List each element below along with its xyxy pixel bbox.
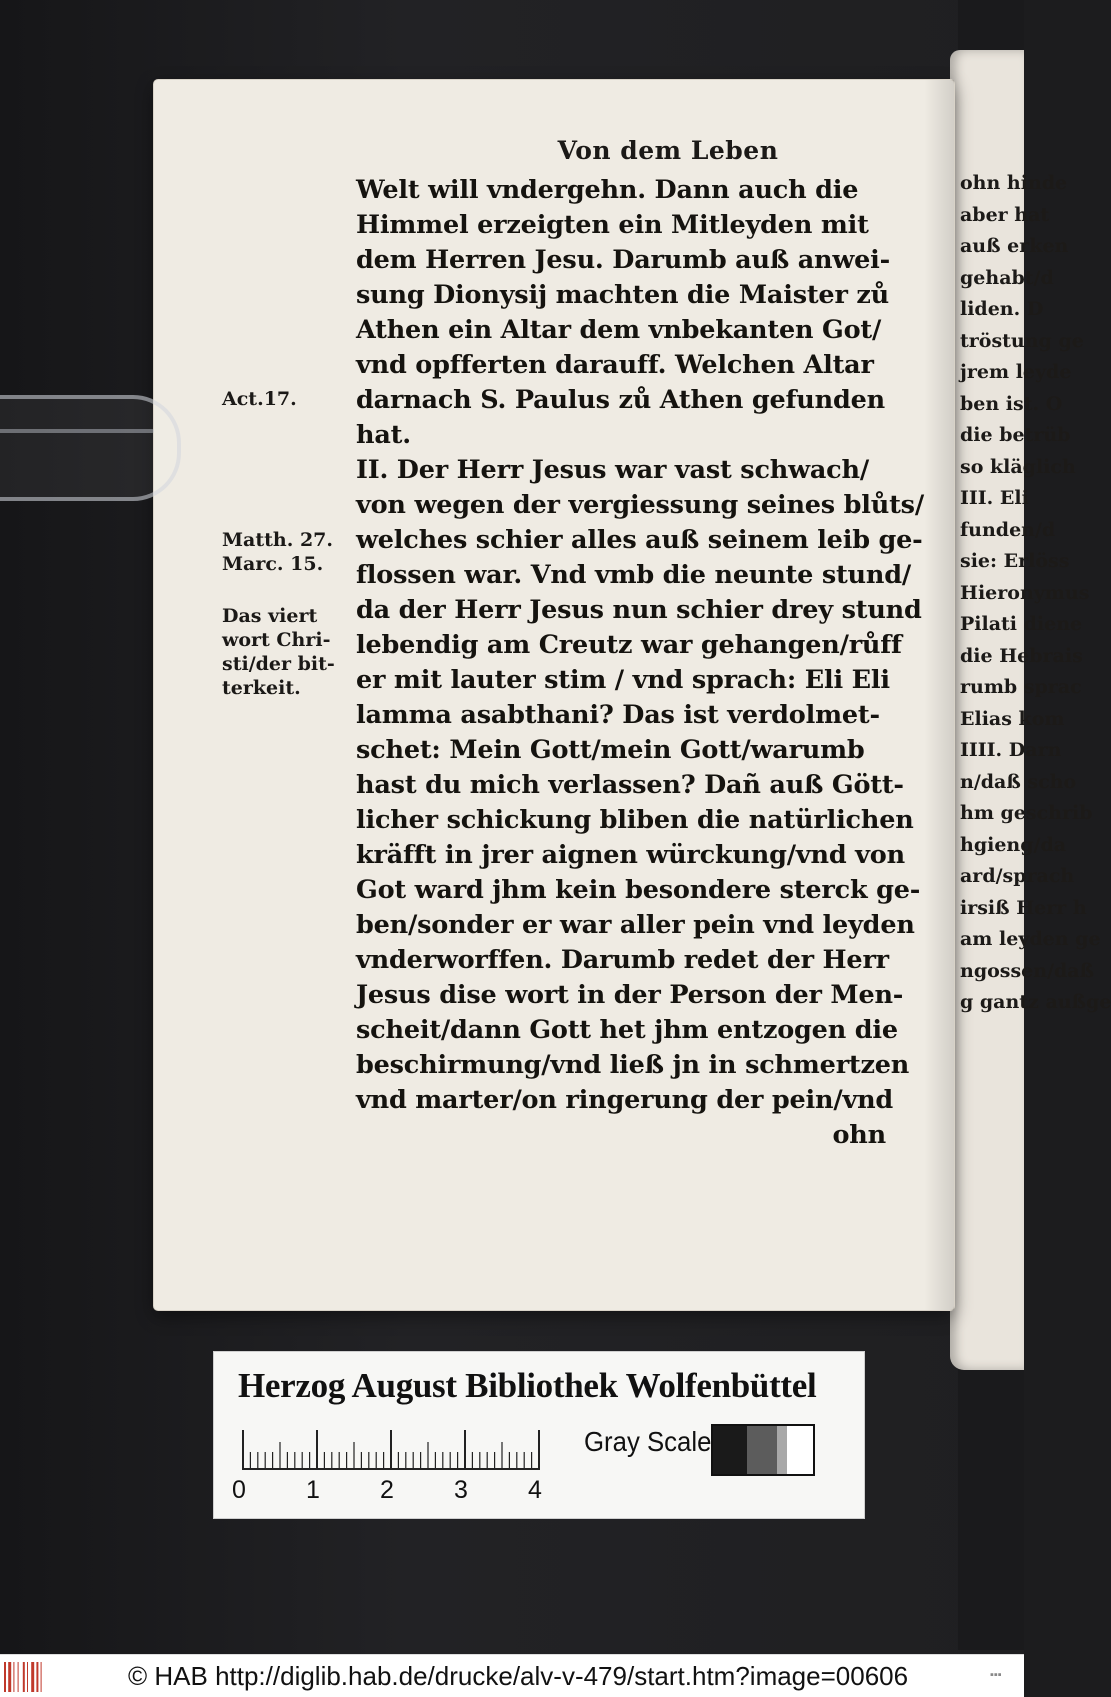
barcode-icon: [4, 1662, 48, 1692]
text-line: lamma asabthani? Das ist verdolmet-: [356, 700, 880, 730]
next-page-line: rumb sprac: [960, 676, 1082, 698]
text-line: schet: Mein Gott/mein Gott/warumb: [356, 735, 865, 765]
marginal-note-line: Marc. 15.: [222, 553, 324, 575]
gray-swatch: [713, 1426, 747, 1474]
next-page-line: liden. D: [960, 298, 1044, 320]
text-line: lebendig am Creutz war gehangen/růff: [356, 630, 902, 660]
barcode-bar: [36, 1662, 38, 1692]
marginal-note-line: Das viert: [222, 605, 318, 627]
gray-scale-label: Gray Scale: [584, 1426, 712, 1457]
gray-swatch: [777, 1426, 787, 1474]
text-line: da der Herr Jesus nun schier drey stund: [356, 595, 922, 625]
text-line: vnd marter/on ringerung der pein/vnd: [356, 1085, 894, 1115]
text-line: scheit/dann Gott het jhm entzogen die: [356, 1015, 898, 1045]
next-page-line: tröstung ge: [960, 329, 1084, 352]
text-line: Himmel erzeigten ein Mitleyden mit: [356, 210, 869, 240]
ruler-numbers: [232, 1476, 572, 1506]
next-page-line: am leyden ge: [960, 928, 1101, 950]
next-page-line: jrem leyde: [960, 361, 1072, 383]
next-page-line: irsiß Herr h: [960, 896, 1087, 919]
text-line: licher schickung bliben die natürlichen: [356, 805, 914, 835]
running-head: Von dem Leben: [557, 136, 779, 165]
next-page-line: die Hebrais: [960, 644, 1083, 667]
ruler-number: 2: [380, 1476, 394, 1504]
text-line: vnd opfferten darauff. Welchen Altar: [356, 350, 874, 380]
next-page-line: funden/d: [960, 518, 1056, 541]
text-line: er mit lauter stim / vnd sprach: Eli Eli: [356, 665, 890, 695]
ruler-ticks: [242, 1430, 542, 1470]
library-name: Herzog August Bibliothek Wolfenbüttel: [238, 1366, 817, 1405]
barcode-bar: [8, 1662, 11, 1692]
next-page-line: gehabt/d: [960, 266, 1054, 289]
gray-swatch: [787, 1426, 813, 1474]
text-line: vnderworffen. Darumb redet der Herr: [356, 945, 889, 975]
marginal-note-acts: [222, 387, 297, 411]
text-line: beschirmung/vnd ließ jn in schmertzen: [356, 1050, 910, 1080]
text-line: kräfft in jrer aignen würckung/vnd von: [356, 840, 905, 870]
barcode-bar: [27, 1662, 28, 1692]
text-line: ben/sonder er war aller pein vnd leyden: [356, 910, 915, 940]
next-page-line: auß erken: [960, 235, 1069, 257]
next-page-line: ohn hinde: [960, 172, 1068, 194]
next-page-text: [950, 168, 1111, 1019]
next-page-line: IIII. Darn: [960, 739, 1062, 761]
text-line: II. Der Herr Jesus war vast schwach/: [356, 455, 869, 485]
marginal-note-line: wort Chri-: [222, 629, 331, 651]
text-line: Jesus dise wort in der Person der Men-: [356, 980, 904, 1010]
next-page-line: so kläglich: [960, 455, 1076, 478]
next-page-line: hm geschrib: [960, 802, 1093, 824]
footer-mark: ▪▪▪: [990, 1669, 1002, 1681]
next-page-line: ben ist. O: [960, 392, 1063, 415]
book-page: [154, 80, 954, 1310]
marginal-note-gospels: [222, 528, 333, 576]
next-page-line: Pilati diene: [960, 613, 1083, 635]
next-page-line: aber hat: [960, 203, 1050, 226]
next-page-line: ngossen/daß: [960, 959, 1095, 982]
body-text: [356, 173, 924, 1153]
text-line: dem Herren Jesu. Darumb auß anwei-: [356, 245, 891, 275]
next-page-line: die betrüb: [960, 424, 1071, 446]
marginal-note-line: Matth. 27.: [222, 529, 333, 551]
ruler-number: 3: [454, 1476, 468, 1504]
barcode-bar: [4, 1662, 6, 1692]
next-page-edge: [950, 50, 1111, 1370]
text-line: hast du mich verlassen? Dañ auß Gött-: [356, 770, 904, 800]
scale-card: [214, 1352, 864, 1518]
ruler-number: 4: [528, 1476, 542, 1504]
barcode-bar: [23, 1662, 25, 1692]
next-page-line: Hieronymus: [960, 581, 1090, 604]
page-clip: [0, 395, 181, 501]
next-page-line: g gantz außge: [960, 991, 1111, 1013]
text-line: flossen war. Vnd vmb die neunte stund/: [356, 560, 911, 590]
text-line: sung Dionysij machten die Maister zů: [356, 280, 889, 310]
marginal-note-line: sti/der bit-: [222, 653, 335, 675]
barcode-bar: [18, 1662, 19, 1692]
text-line: Welt will vndergehn. Dann auch die: [356, 175, 859, 205]
catchword: ohn: [832, 1120, 886, 1150]
text-line: Got ward jhm kein besondere sterck ge-: [356, 875, 921, 905]
next-page-line: n/daß scho: [960, 770, 1077, 793]
footer-bar: [0, 1654, 1024, 1697]
barcode-bar: [31, 1662, 34, 1692]
next-page-line: sie: Erlöss: [960, 550, 1070, 572]
gray-swatch: [747, 1426, 777, 1474]
barcode-bar: [13, 1662, 14, 1692]
barcode-bar: [41, 1662, 42, 1692]
text-line: darnach S. Paulus zů Athen gefunden: [356, 385, 885, 415]
ruler-number: 0: [232, 1476, 246, 1504]
marginal-note-fourth-word: [222, 604, 335, 700]
next-page-line: III. Eli: [960, 487, 1029, 509]
text-line: Athen ein Altar dem vnbekanten Got/: [356, 315, 882, 345]
footer-url[interactable]: © HAB http://diglib.hab.de/drucke/alv-v-479/start.htm?image=00606: [128, 1661, 909, 1691]
ruler-number: 1: [306, 1476, 320, 1504]
text-line: von wegen der vergiessung seines blůts/: [356, 490, 924, 520]
text-line: welches schier alles auß seinem leib ge-: [356, 525, 923, 555]
marginal-note-line: Act.17.: [222, 388, 297, 410]
next-page-line: ard/sprach: [960, 865, 1075, 887]
next-page-line: Elias kom: [960, 707, 1065, 730]
gray-scale-swatches: [711, 1424, 815, 1476]
marginal-note-line: terkeit.: [222, 677, 301, 699]
next-page-line: hgieng/da: [960, 833, 1067, 856]
text-line: hat.: [356, 420, 411, 450]
